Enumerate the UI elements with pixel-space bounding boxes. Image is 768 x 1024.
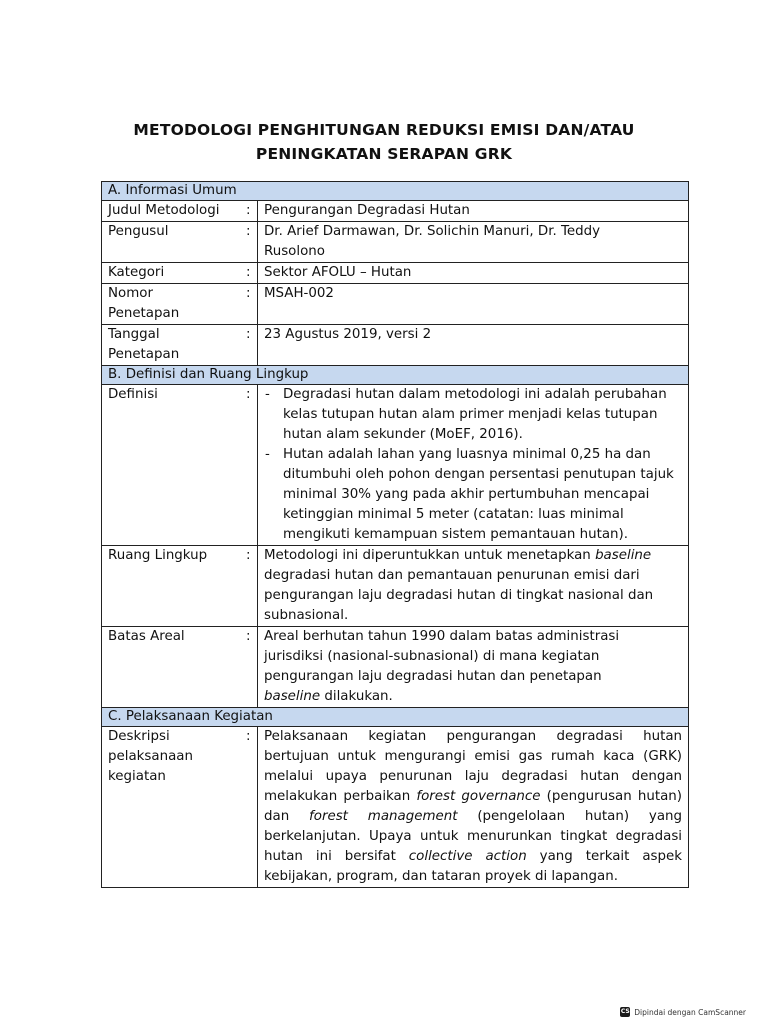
row-value-pengusul: Dr. Arief Darmawan, Dr. Solichin Manuri, Dr. Teddy Rusolono — [258, 222, 689, 263]
text-segment: Metodologi ini diperuntukkan untuk menetapkan — [264, 548, 596, 563]
list-item: - Hutan adalah lahan yang luasnya minimal 0,25 ha dan ditumbuhi oleh pohon dengan persentasi penutupan tajuk minimal 30% yang pada akhir pertumbuhan mencapai ketinggian minimal 5 meter (catatan: luas minimal mengikuti kemampuan sistem pemantauan hutan). — [264, 445, 682, 545]
row-label-pengusul: Pengusul — [102, 222, 240, 263]
italic-term: forest management — [309, 809, 458, 824]
watermark-text: Dipindai dengan CamScanner — [634, 1007, 746, 1017]
row-value-batas — [258, 627, 689, 708]
text-segment: Areal berhutan tahun 1990 dalam batas administrasi jurisdiksi (nasional-subnasional) di mana kegiatan pengurangan laju degradasi hutan dan penetapan — [264, 629, 620, 684]
colon: : — [240, 627, 258, 708]
row-value-deskripsi — [258, 727, 689, 888]
text-segment: Pelaksanaan kegiatan pengurangan degradasi hutan bertujuan untuk mengurangi emisi gas rumah kaca (GRK) melalui upaya penurunan laju degradasi hutan dengan melakukan perbaikan — [264, 729, 683, 804]
row-label-tanggal: Tanggal Penetapan — [102, 325, 240, 366]
section-c-row — [102, 708, 689, 727]
title-line-1: METODOLOGI PENGHITUNGAN REDUKSI EMISI DAN/ATAU — [133, 121, 635, 139]
italic-term: baseline — [264, 689, 321, 704]
row-value-tanggal: 23 Agustus 2019, versi 2 — [258, 325, 689, 366]
table-row — [102, 385, 689, 546]
table-row — [102, 222, 689, 263]
italic-term: forest governance — [416, 789, 541, 804]
text-segment: dilakukan. — [320, 689, 393, 704]
table-row — [102, 627, 689, 708]
text-segment: (pengelolaan hutan) yang berkelanjutan. Upaya untuk menurunkan tingkat degradasi hutan ini bersifat — [264, 809, 683, 864]
row-label-definisi: Definisi — [102, 385, 240, 546]
colon: : — [240, 284, 258, 325]
table-row — [102, 263, 689, 284]
row-label-judul: Judul Metodologi — [102, 201, 240, 222]
italic-term: baseline — [595, 548, 652, 563]
scanner-watermark — [620, 1007, 746, 1017]
row-value-ruang — [258, 546, 689, 627]
colon: : — [240, 385, 258, 546]
section-a-row — [102, 182, 689, 201]
camscanner-icon: CS — [620, 1008, 630, 1015]
row-value-nomor: MSAH-002 — [258, 284, 689, 325]
table-row — [102, 201, 689, 222]
section-b-row — [102, 366, 689, 385]
row-value-judul: Pengurangan Degradasi Hutan — [258, 201, 689, 222]
table-row — [102, 727, 689, 888]
list-item: - Degradasi hutan dalam metodologi ini adalah perubahan kelas tutupan hutan alam primer menjadi kelas tutupan hutan alam sekunder (MoEF, 2016). — [264, 385, 682, 445]
title-line-2: PENINGKATAN SERAPAN GRK — [255, 145, 513, 163]
colon: : — [240, 727, 258, 888]
row-label-deskripsi: Deskripsi pelaksanaan kegiatan — [102, 727, 240, 888]
colon: : — [240, 222, 258, 263]
row-label-ruang: Ruang Lingkup — [102, 546, 240, 627]
colon: : — [240, 546, 258, 627]
colon: : — [240, 263, 258, 284]
methodology-table — [101, 181, 689, 888]
definition-list — [264, 385, 682, 545]
colon: : — [240, 201, 258, 222]
table-row — [102, 284, 689, 325]
text-segment: yang terkait aspek kebijakan, program, dan tataran proyek di lapangan. — [264, 849, 683, 884]
colon: : — [240, 325, 258, 366]
row-value-definisi — [258, 385, 689, 546]
row-label-kategori: Kategori — [102, 263, 240, 284]
text-segment: degradasi hutan dan pemantauan penurunan emisi dari pengurangan laju degradasi hutan di tingkat nasional dan subnasional. — [264, 568, 654, 623]
section-b-header: B. Definisi dan Ruang Lingkup — [102, 366, 689, 385]
row-label-batas: Batas Areal — [102, 627, 240, 708]
row-value-kategori: Sektor AFOLU – Hutan — [258, 263, 689, 284]
table-row — [102, 546, 689, 627]
section-c-header: C. Pelaksanaan Kegiatan — [102, 708, 689, 727]
row-label-nomor: Nomor Penetapan — [102, 284, 240, 325]
italic-term: collective action — [408, 849, 527, 864]
document-title — [0, 118, 768, 166]
text-segment: (pengurusan hutan) dan — [264, 789, 682, 824]
table-row — [102, 325, 689, 366]
section-a-header: A. Informasi Umum — [102, 182, 689, 201]
